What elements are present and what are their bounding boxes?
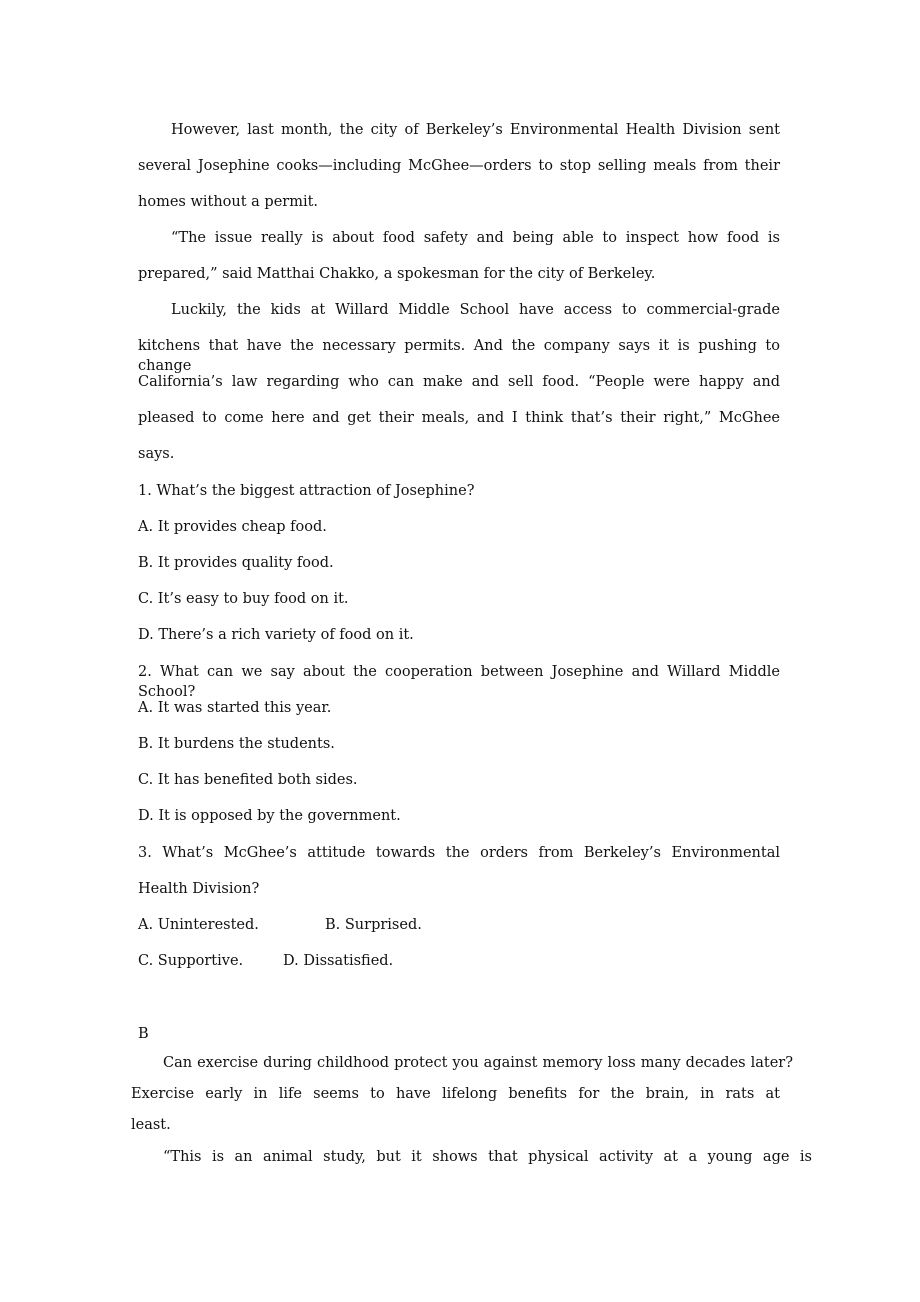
paragraph-line: Exercise early in life seems to have lifelong benefits for the brain, in rats at (131, 1086, 780, 1102)
paragraph-line: “The issue really is about food safety and being able to inspect how food is (171, 230, 780, 246)
question-option: B. It provides quality food. (138, 555, 334, 571)
paragraph-line: least. (131, 1117, 171, 1133)
paragraph-line: However, last month, the city of Berkeley’s Environmental Health Division sent (171, 122, 780, 138)
question-option: D. It is opposed by the government. (138, 808, 401, 824)
question-option: A. Uninterested. (138, 917, 259, 933)
paragraph-line: homes without a permit. (138, 194, 319, 210)
question-stem: 3. What’s McGhee’s attitude towards the orders from Berkeley’s Environmental (138, 845, 780, 861)
question-option: D. Dissatisfied. (283, 953, 394, 969)
question-option: B. It burdens the students. (138, 736, 335, 752)
question-stem: 1. What’s the biggest attraction of Josephine? (138, 483, 475, 499)
paragraph-line: Luckily, the kids at Willard Middle School have access to commercial-grade (171, 302, 780, 318)
paragraph-line: several Josephine cooks—including McGhee—orders to stop selling meals from their (138, 158, 780, 174)
question-option: A. It was started this year. (138, 700, 332, 716)
question-option: A. It provides cheap food. (138, 519, 327, 535)
question-option: D. There’s a rich variety of food on it. (138, 627, 414, 643)
paragraph-line: California’s law regarding who can make and sell food. “People were happy and (138, 374, 780, 390)
paragraph-line: says. (138, 446, 175, 462)
question-stem: Health Division? (138, 881, 260, 897)
paragraph-line: Can exercise during childhood protect you against memory loss many decades later? (163, 1055, 793, 1071)
paragraph-line: kitchens that have the necessary permits. And the company says it is pushing to change (138, 338, 780, 374)
paragraph-line: prepared,” said Matthai Chakko, a spokesman for the city of Berkeley. (138, 266, 656, 282)
question-option: C. It’s easy to buy food on it. (138, 591, 349, 607)
question-option: C. Supportive. (138, 953, 244, 969)
question-option: C. It has benefited both sides. (138, 772, 358, 788)
paragraph-line: “This is an animal study, but it shows that physical activity at a young age is (163, 1149, 812, 1165)
question-stem: 2. What can we say about the cooperation between Josephine and Willard Middle School? (138, 664, 780, 700)
paragraph-line: pleased to come here and get their meals, and I think that’s their right,” McGhee (138, 410, 780, 426)
section-label: B (138, 1026, 149, 1042)
question-option: B. Surprised. (325, 917, 422, 933)
